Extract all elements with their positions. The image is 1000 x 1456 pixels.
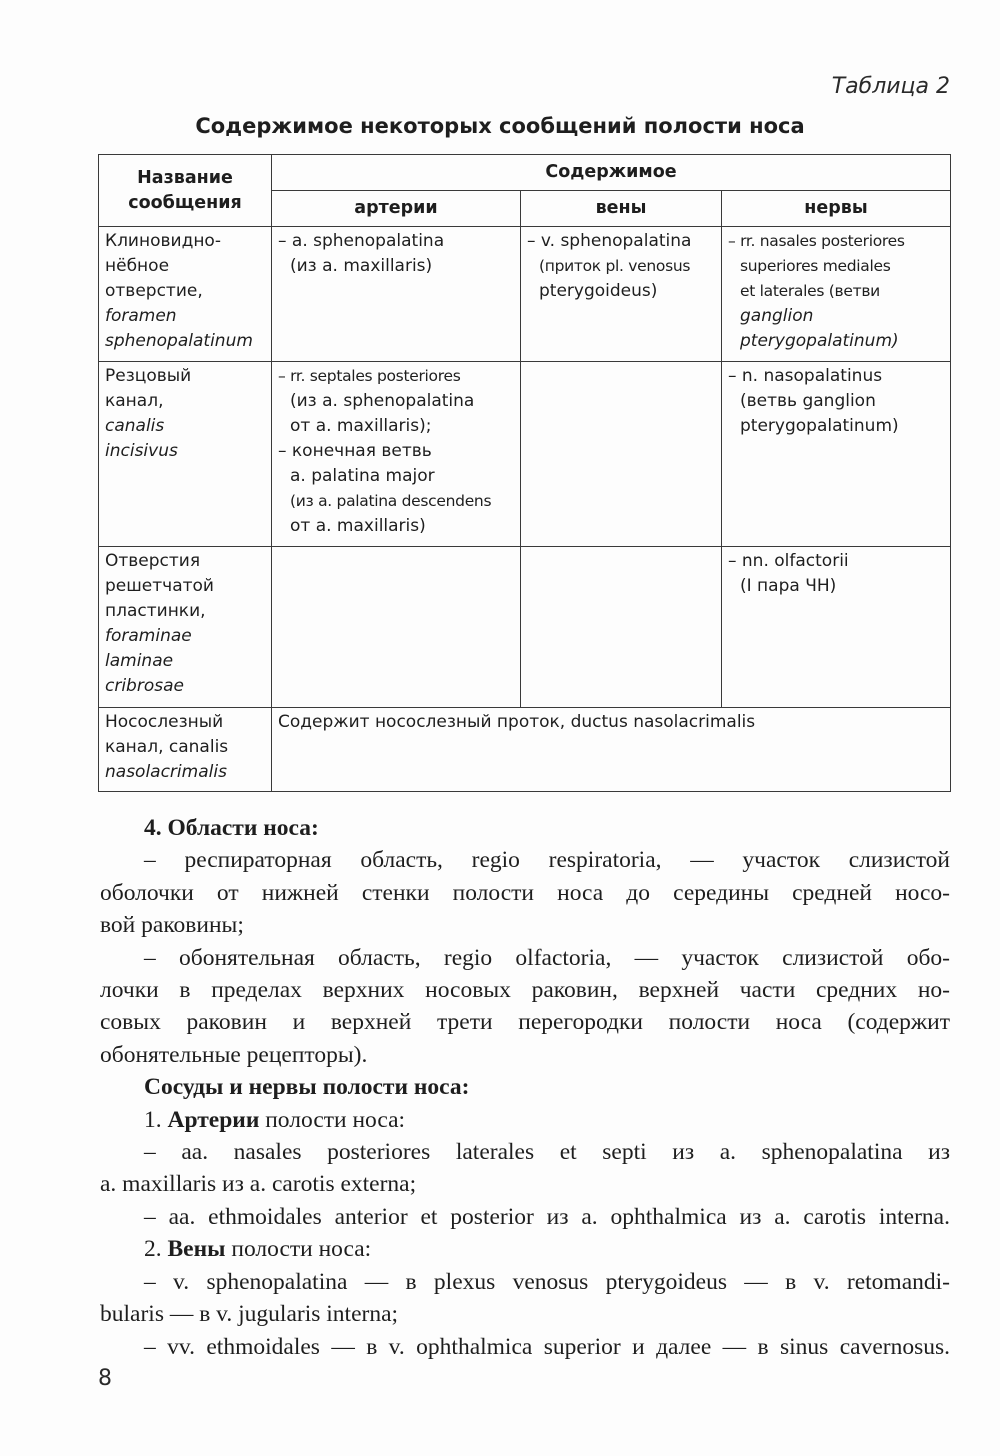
arteries-heading: 1. Артерии полости носа:: [144, 1106, 406, 1133]
paragraph-line: – v. sphenopalatina — в plexus venosus pterygoideus — в v. retomandi-: [144, 1268, 950, 1295]
arteries-cell: [272, 362, 521, 547]
header-veins: вены: [521, 191, 722, 227]
cell-text: от a. maxillaris): [290, 516, 426, 536]
paragraph-line: совых раковин и верхней трети перегородки полости носа (содержит: [100, 1009, 950, 1036]
cell-text: superiores mediales: [740, 257, 891, 275]
header-arteries: артерии: [272, 191, 521, 227]
cell-text: пластинки,: [105, 601, 206, 621]
cell-text: incisivus: [105, 441, 178, 461]
table-row: [99, 227, 951, 362]
cell-text: – a. sphenopalatina: [278, 231, 445, 251]
arteries-cell: [272, 547, 521, 708]
table-header-row-1: [99, 155, 951, 191]
page-number: 8: [98, 1366, 112, 1391]
cell-text: (I пара ЧН): [740, 576, 837, 596]
cell-text: – rr. septales posteriores: [278, 367, 461, 385]
cell-text: решетчатой: [105, 576, 214, 596]
cell-text: Резцовый: [105, 366, 192, 386]
body-text: [100, 812, 950, 1363]
table-row: [99, 547, 951, 708]
cell-text: nasolacrimalis: [105, 762, 227, 782]
cell-text: foramen: [105, 306, 177, 326]
paragraph-line: обонятельные рецепторы).: [100, 1041, 368, 1068]
paragraph-line: – aa. nasales posteriores laterales et septi из a. sphenopalatina из: [144, 1139, 950, 1166]
table-label: Таблица 2: [831, 74, 950, 99]
row-name-cell: [99, 362, 272, 547]
cell-text: (из a. palatina descendens: [290, 492, 492, 510]
cell-text: от a. maxillaris);: [290, 416, 432, 436]
cell-text: нёбное: [105, 256, 170, 276]
table-row: [99, 708, 951, 792]
header-name-line: сообщения: [128, 192, 242, 213]
paragraph-line: a. maxillaris из a. carotis externa;: [100, 1171, 417, 1198]
paragraph-line: – vv. ethmoidales — в v. ophthalmica superior и далее — в sinus cavernosus.: [144, 1333, 950, 1360]
cell-text: (приток pl. venosus: [539, 257, 691, 275]
vessels-heading: Сосуды и нервы полости носа:: [144, 1074, 470, 1101]
cell-text: – v. sphenopalatina: [527, 231, 692, 251]
cell-text: pterygopalatinum): [740, 331, 899, 351]
paragraph-line: bularis — в v. jugularis interna;: [100, 1301, 399, 1328]
veins-cell: [521, 547, 722, 708]
cell-text: laminae: [105, 651, 174, 671]
row-name-cell: [99, 227, 272, 362]
paragraph-line: – обонятельная область, regio olfactoria, — участок слизистой обо-: [144, 944, 950, 971]
cell-text: Отверстия: [105, 551, 201, 571]
table-row: [99, 362, 951, 547]
cell-text: a. palatina major: [290, 466, 435, 486]
nasal-cavity-table: [98, 154, 951, 792]
cell-text: – nn. olfactorii: [728, 551, 849, 571]
veins-cell: [521, 362, 722, 547]
cell-text: cribrosae: [105, 676, 184, 696]
row-name-cell: [99, 547, 272, 708]
row-name-cell: [99, 708, 272, 792]
cell-text: отверстие,: [105, 281, 203, 301]
section-4-heading: 4. Области носа:: [144, 815, 319, 841]
nerves-cell: [722, 227, 951, 362]
cell-text: et laterales (ветви: [740, 282, 880, 300]
cell-text: – rr. nasales posteriores: [728, 232, 905, 250]
cell-text: канал,: [105, 391, 164, 411]
cell-text: – n. nasopalatinus: [728, 366, 883, 386]
cell-text: ganglion: [740, 306, 814, 326]
paragraph-line: – респираторная область, regio respiratoria, — участок слизистой: [144, 847, 950, 874]
veins-cell: [521, 227, 722, 362]
table-title: Содержимое некоторых сообщений полости носа: [195, 114, 805, 138]
cell-text: – конечная ветвь: [278, 441, 432, 461]
cell-text: pterygopalatinum): [740, 416, 899, 436]
cell-text: канал, canalis: [105, 737, 229, 757]
paragraph-line: вой раковины;: [100, 912, 244, 939]
cell-text: pterygoideus): [539, 281, 658, 301]
paragraph-line: оболочки от нижней стенки полости носа до середины средней носо-: [100, 879, 950, 906]
cell-text: Клиновидно-: [105, 231, 221, 251]
paragraph-line: лочки в пределах верхних носовых раковин, верхней части средних но-: [100, 977, 950, 1004]
arteries-cell: [272, 227, 521, 362]
paragraph-line: – aa. ethmoidales anterior et posterior из a. ophthalmica из a. carotis interna.: [144, 1203, 950, 1230]
veins-heading: 2. Вены полости носа:: [144, 1236, 372, 1263]
header-name: [99, 155, 272, 227]
header-name-line: Название: [137, 167, 233, 188]
cell-text: foraminae: [105, 626, 192, 646]
cell-text: canalis: [105, 416, 165, 436]
cell-text: Содержит носослезный проток, ductus nasolacrimalis: [278, 712, 756, 732]
header-content: Содержимое: [272, 155, 951, 191]
cell-text: sphenopalatinum: [105, 331, 253, 351]
merged-content-cell: [272, 708, 951, 792]
cell-text: (из a. sphenopalatina: [290, 391, 475, 411]
nerves-cell: [722, 547, 951, 708]
cell-text: (из a. maxillaris): [290, 256, 433, 276]
header-nerves: нервы: [722, 191, 951, 227]
cell-text: Носослезный: [105, 712, 224, 732]
nerves-cell: [722, 362, 951, 547]
cell-text: (ветвь ganglion: [740, 391, 876, 411]
